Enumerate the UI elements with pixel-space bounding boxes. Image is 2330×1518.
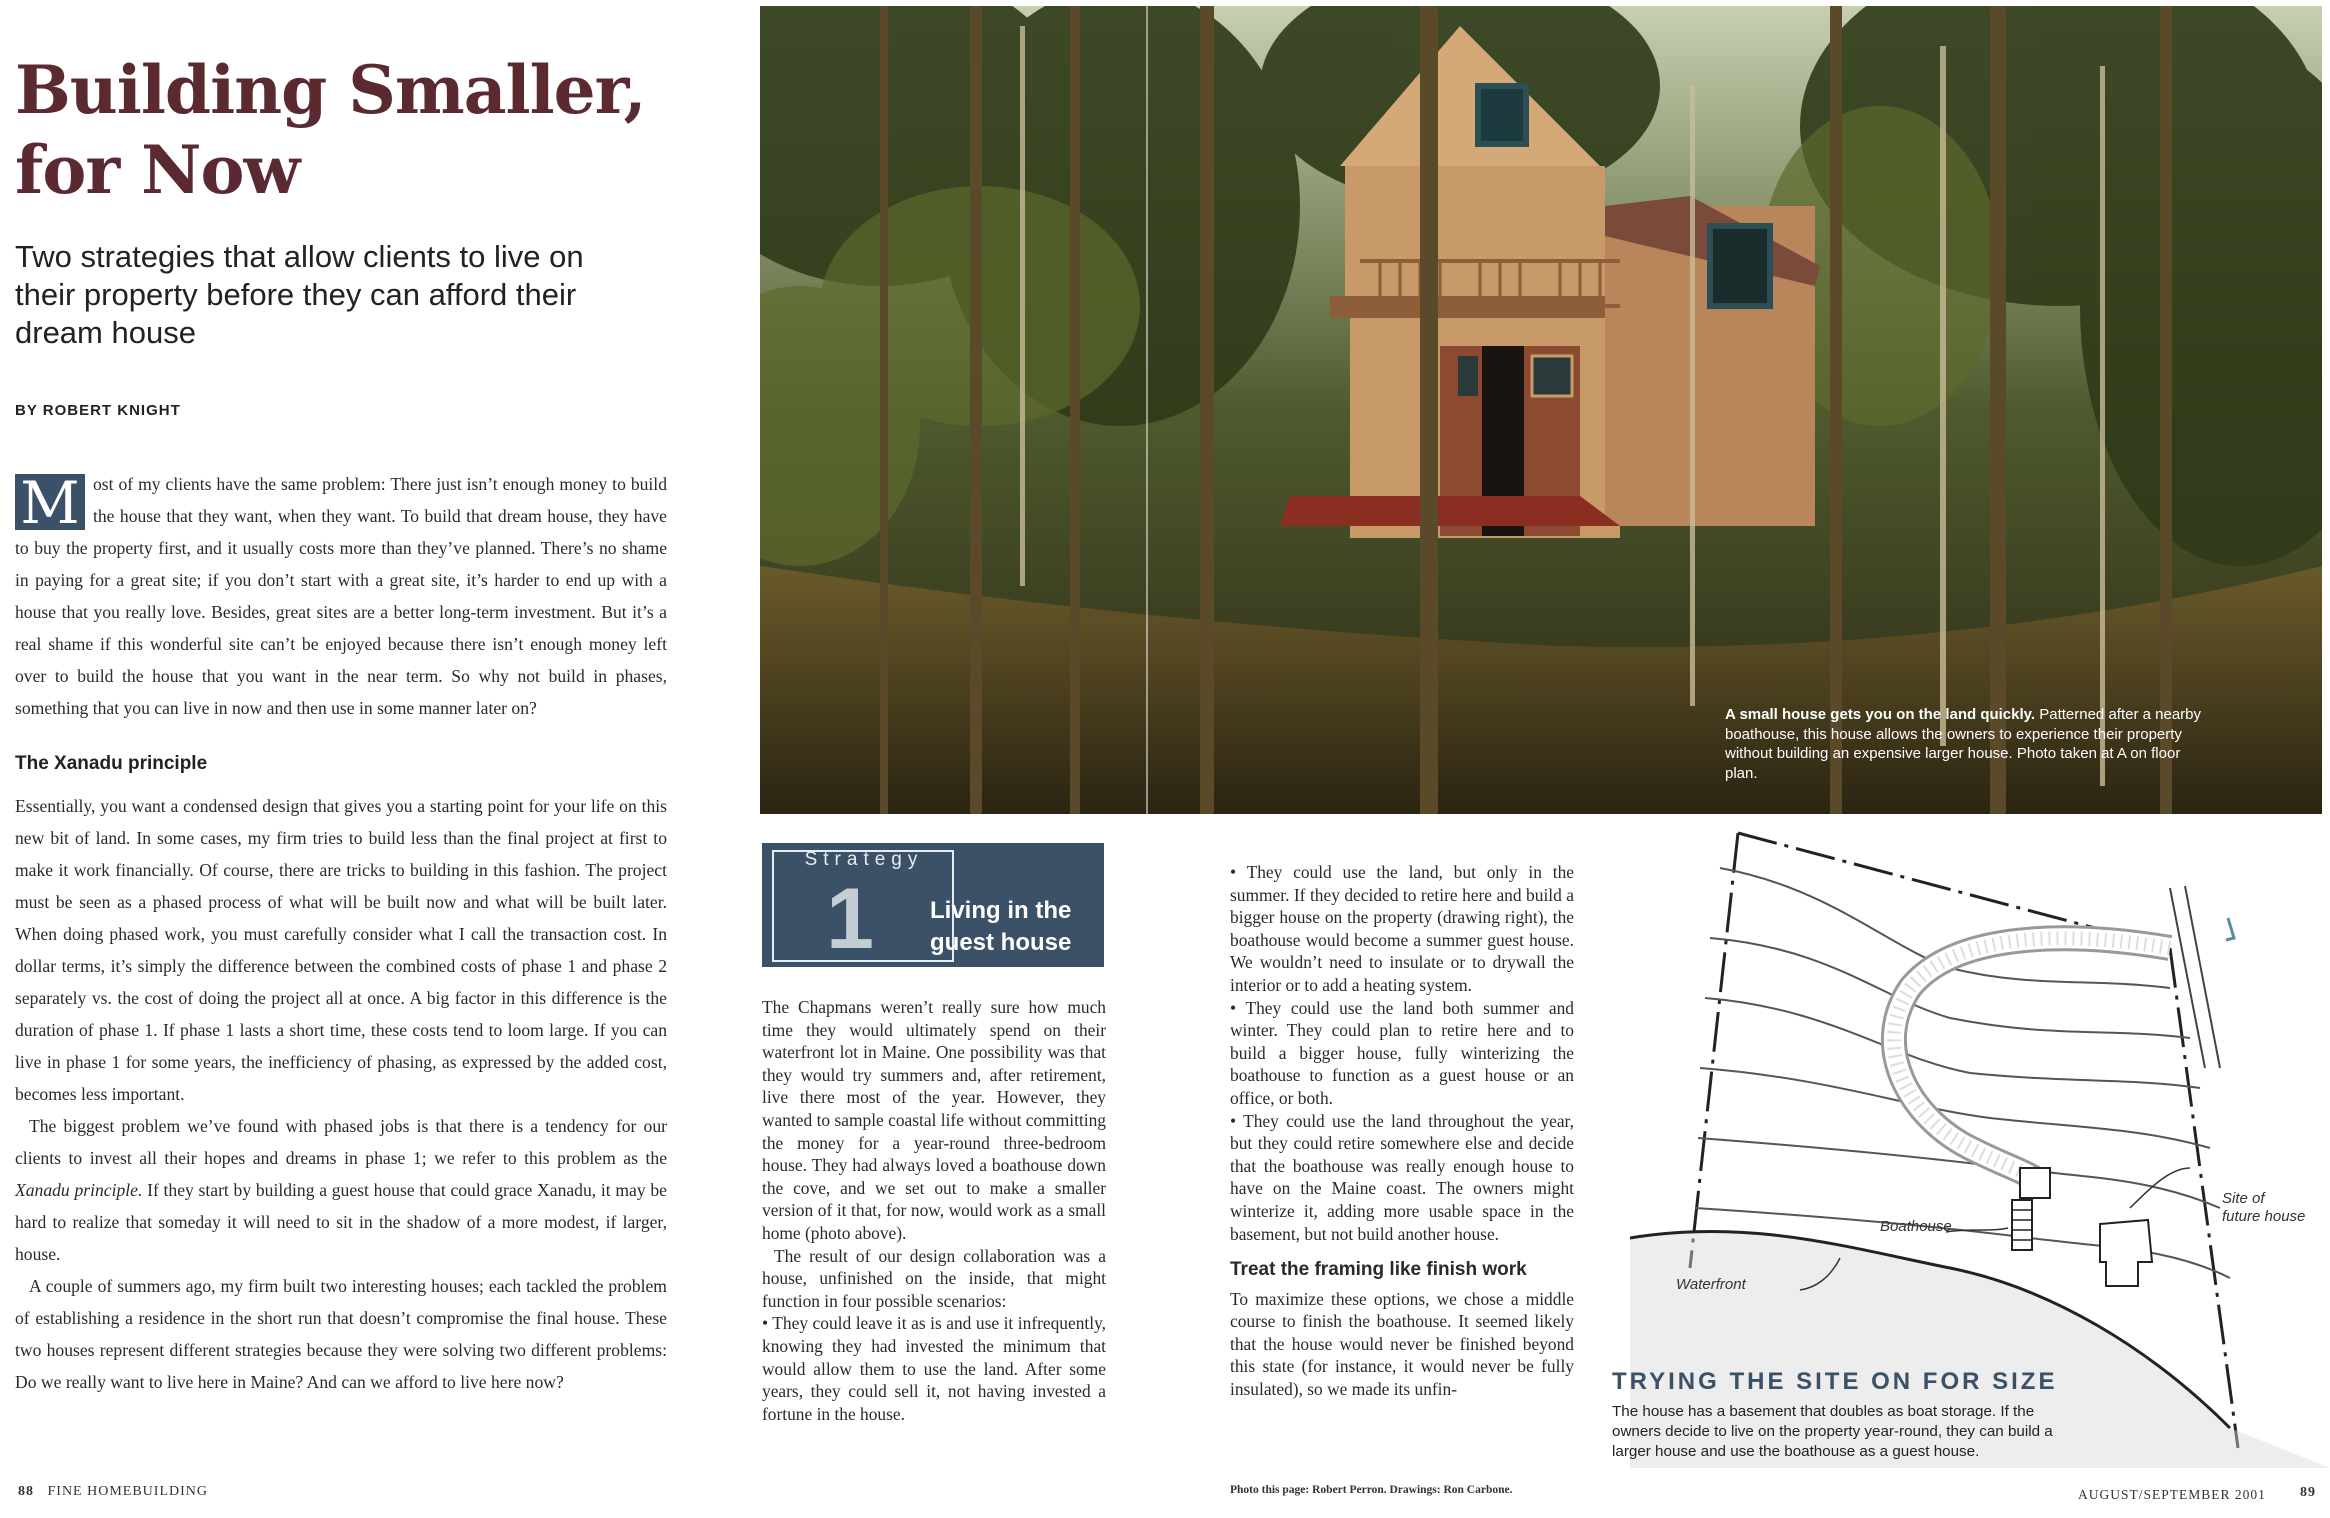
body-paragraph: The Chapmans weren’t really sure how much time they would ultimately spend on their waterfront lot in Maine. One possibility was that they would try summers and, after retirement, live there most of the year. However, they wanted to sample coastal life without committing the money for a year-round three-bedroom house. They had always loved a boathouse down the cove, and we set out to make a smaller version of it that, for now, would work as a small home (photo above). — [762, 997, 1106, 1243]
photo-credit: Photo this page: Robert Perron. Drawings: Ron Carbone. — [1230, 1484, 1513, 1496]
body-paragraph: To maximize these options, we chose a middle course to finish the boathouse. It seemed likely that the house would never be finished beyond this state (for instance, it would never be fully insulated), so we made its unfin- — [1230, 1288, 1574, 1400]
house-photo — [760, 6, 2322, 814]
strategy-number: 1 — [826, 871, 874, 967]
strategy-label: Strategy — [804, 849, 924, 870]
article-subtitle: Two strategies that allow clients to live on their property before they can afford their dream house — [15, 239, 584, 350]
bullet-paragraph: • They could use the land throughout the year, but they could retire somewhere else and decide that the boathouse was really enough house to have on the Maine coast. The owners might winterize it, adding more usable space in the basement, but not build another house. — [1230, 1110, 1574, 1244]
section-heading: Treat the framing like finish work — [1230, 1259, 1527, 1281]
bullet-paragraph: • They could use the land both summer and winter. They could plan to retire here and to build a bigger house, fully winterizing the boathouse to function as a guest house or an office, or both. — [1230, 997, 1574, 1108]
label-future-house: future house — [2222, 1208, 2306, 1225]
drop-cap: M — [15, 474, 85, 530]
page-folio-right: 89 — [2300, 1485, 2316, 1500]
page-folio-left: 88 FINE HOMEBUILDING — [18, 1484, 208, 1499]
label-boathouse: Boathouse — [1880, 1218, 1952, 1235]
issue-date: AUGUST/SEPTEMBER 2001 — [2078, 1487, 2266, 1502]
intro-paragraph: ost of my clients have the same problem: There just isn’t enough money to build the house that they want, when they want. To build that dream house, they have to buy the property first, and it usually costs more than they’ve planned. There’s no shame in paying for a great site; if you don’t start with a great site, it’s harder to end up with a house that you really love. Besides, great sites are a better long-term investment. But it’s a real shame if this wonderful site can’t be enjoyed because there isn’t enough money left over to build the house that you want in the near term. So why not build in phases, something that you can live in now and then use in some manner later on? — [15, 474, 667, 718]
body-paragraph: • They could leave it as is and use it infrequently, knowing they had invested the minimum that would allow them to use the land. After some years, they could sell it, not having invested a fortune in the house. — [762, 1313, 1106, 1424]
photo-caption: A small house gets you on the land quickly. Patterned after a nearby boathouse, this house allows the owners to experience their property without building an expensive larger house. Photo taken at A on floor plan. — [1725, 706, 2201, 782]
left-column — [15, 468, 667, 1398]
article-title: Building Smaller, for Now — [15, 51, 646, 209]
label-site-of: Site of — [2222, 1190, 2265, 1207]
body-paragraph: Essentially, you want a condensed design that gives you a starting point for your life on this new bit of land. In some cases, my firm tries to build less than the final project at first to make it work financially. Of course, there are tricks to building in this fashion. The project must be seen as a phased process of what will be built now and what will be built later. When doing phased work, you must carefully consider what I call the transaction cost. In dollar terms, it’s simply the difference between the combined costs of phase 1 and phase 2 separately vs. the cost of doing the project all at once. A big factor in this difference is the duration of phase 1. If phase 1 lasts a short time, these costs tend to loom large. If you can live in phase 1 for some years, the inefficiency of phasing, as expressed by the added cost, becomes less important. — [15, 796, 667, 1104]
bullet-paragraph: • They could use the land, but only in the summer. If they decided to retire here and build a bigger house on the property (drawing right), the boathouse would become a summer guest house. We wouldn’t need to insulate or to drywall the interior or to add a heating system. — [1230, 862, 1574, 995]
body-paragraph: The result of our design collaboration was a house, unfinished on the inside, that might function in four possible scenarios: — [762, 1245, 1106, 1311]
middle-column — [762, 996, 1106, 1425]
site-title: TRYING THE SITE ON FOR SIZE — [1612, 1368, 2058, 1395]
right-column — [1230, 861, 1574, 1401]
byline: BY ROBERT KNIGHT — [15, 402, 181, 419]
site-caption: The house has a basement that doubles as boat storage. If the owners decide to live on the property year-round, they can build a larger house and use the boathouse as a guest house. — [1612, 1403, 2053, 1460]
label-waterfront: Waterfront — [1676, 1276, 1746, 1293]
section-heading: The Xanadu principle — [15, 753, 208, 774]
body-paragraph: A couple of summers ago, my firm built two interesting houses; each tackled the problem of establishing a residence in the short run that doesn’t compromise the final house. These two houses represent different strategies because they were solving two different problems: Do we really want to live here in Maine? And can we afford to live here now? — [15, 1276, 667, 1392]
body-paragraph: The biggest problem we’ve found with phased jobs is that there is a tendency for our clients to invest all their hopes and dreams in phase 1; we refer to this problem as the Xanadu principle. If they start by building a guest house that could grace Xanadu, it may be hard to realize that someday it will need to sit in the shadow of a more modest, if larger, house. — [15, 1116, 667, 1264]
strategy-title: Living in the guest house — [930, 897, 1072, 956]
